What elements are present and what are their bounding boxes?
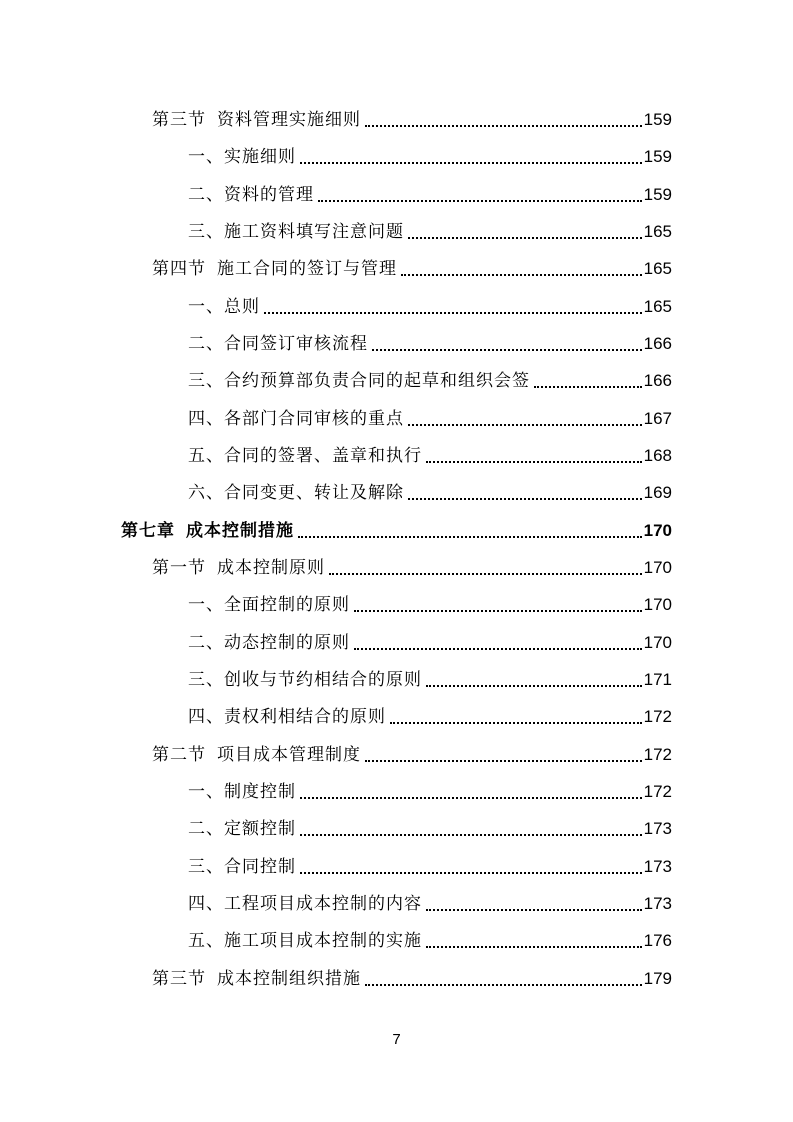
toc-entry-page: 170	[643, 595, 672, 614]
toc-entry-number: 一、	[188, 782, 224, 802]
toc-entry-page: 159	[643, 110, 672, 129]
toc-entry[interactable]	[152, 553, 672, 579]
dot-leader	[408, 423, 642, 426]
toc-entry[interactable]	[188, 590, 672, 616]
toc-entry-title: 施工合同的签订与管理	[217, 259, 397, 279]
toc-entry-number: 第七章	[121, 521, 175, 541]
toc-entry-number: 二、	[188, 819, 224, 839]
toc-entry-number: 二、	[188, 334, 224, 354]
toc-entry-title: 项目成本管理制度	[217, 745, 361, 765]
toc-entry-title: 成本控制措施	[186, 521, 294, 541]
toc-entry-page: 166	[643, 334, 672, 353]
toc-entry[interactable]	[188, 142, 672, 168]
toc-entry[interactable]	[188, 777, 672, 803]
toc-entry-number: 三、	[188, 222, 224, 242]
toc-entry-page: 173	[643, 894, 672, 913]
toc-entry-title: 合同的签署、盖章和执行	[224, 446, 422, 466]
toc-entry-title: 成本控制原则	[217, 558, 325, 578]
dot-leader	[426, 684, 642, 687]
dot-leader	[408, 497, 642, 500]
toc-entry-title: 实施细则	[224, 147, 296, 167]
dot-leader	[354, 609, 642, 612]
toc-entry-page: 165	[643, 297, 672, 316]
toc-entry-number: 五、	[188, 931, 224, 951]
dot-leader	[318, 199, 642, 202]
toc-entry[interactable]	[152, 254, 672, 280]
dot-leader	[365, 983, 642, 986]
toc-entry-number: 四、	[188, 894, 224, 914]
toc-entry[interactable]	[188, 404, 672, 430]
toc-entry[interactable]	[188, 441, 672, 467]
toc-entry-page: 171	[643, 670, 672, 689]
toc-entry-number: 一、	[188, 297, 224, 317]
toc-entry[interactable]	[188, 628, 672, 654]
toc-entry-number: 一、	[188, 147, 224, 167]
toc-entry-title: 责权利相结合的原则	[224, 707, 386, 727]
dot-leader	[534, 385, 642, 388]
toc-entry-title: 合约预算部负责合同的起草和组织会签	[224, 371, 530, 391]
toc-entry-page: 165	[643, 259, 672, 278]
toc-entry-title: 施工资料填写注意问题	[224, 222, 404, 242]
toc-entry-page: 168	[643, 446, 672, 465]
toc-entry-number: 三、	[188, 371, 224, 391]
dot-leader	[372, 348, 642, 351]
toc-entry-number: 四、	[188, 707, 224, 727]
toc-entry[interactable]	[188, 478, 672, 504]
toc-entry-number: 六、	[188, 483, 224, 503]
dot-leader	[390, 721, 642, 724]
toc-entry-title: 合同签订审核流程	[224, 334, 368, 354]
toc-entry-title: 资料管理实施细则	[217, 110, 361, 130]
toc-entry-page: 159	[643, 147, 672, 166]
toc-entry[interactable]	[188, 292, 672, 318]
toc-entry-number: 三、	[188, 857, 224, 877]
dot-leader	[300, 161, 642, 164]
toc-entry-title: 各部门合同审核的重点	[224, 409, 404, 429]
toc-entry-title: 创收与节约相结合的原则	[224, 670, 422, 690]
toc-entry-page: 165	[643, 222, 672, 241]
toc-entry-page: 170	[643, 633, 672, 652]
toc-entry-number: 四、	[188, 409, 224, 429]
dot-leader	[426, 945, 642, 948]
toc-entry[interactable]	[188, 889, 672, 915]
page-number: 7	[392, 1031, 401, 1048]
toc-entry-title: 定额控制	[224, 819, 296, 839]
toc-entry-title: 工程项目成本控制的内容	[224, 894, 422, 914]
dot-leader	[426, 460, 642, 463]
dot-leader	[264, 311, 642, 314]
toc-entry-page: 176	[643, 931, 672, 950]
toc-entry-title: 合同控制	[224, 857, 296, 877]
toc-entry-page: 172	[643, 707, 672, 726]
dot-leader	[300, 833, 642, 836]
toc-entry-page: 179	[643, 969, 672, 988]
toc-entry-number: 第四节	[152, 259, 206, 279]
toc-entry-number: 第三节	[152, 110, 206, 130]
toc-entry-number: 一、	[188, 595, 224, 615]
toc-entry-number: 第一节	[152, 558, 206, 578]
toc-entry-title: 资料的管理	[224, 185, 314, 205]
toc-entry[interactable]	[188, 814, 672, 840]
toc-entry[interactable]	[152, 964, 672, 990]
toc-entry-title: 全面控制的原则	[224, 595, 350, 615]
dot-leader	[365, 759, 642, 762]
toc-entry-page: 170	[643, 521, 672, 540]
toc-entry[interactable]	[188, 180, 672, 206]
dot-leader	[298, 535, 642, 538]
toc-entry[interactable]	[188, 852, 672, 878]
toc-entry[interactable]	[188, 366, 672, 392]
dot-leader	[365, 124, 642, 127]
dot-leader	[426, 908, 642, 911]
dot-leader	[408, 236, 642, 239]
toc-entry-page: 173	[643, 857, 672, 876]
dot-leader	[329, 572, 642, 575]
toc-entry-page: 172	[643, 745, 672, 764]
toc-entry-number: 三、	[188, 670, 224, 690]
toc-entry[interactable]	[188, 665, 672, 691]
toc-entry-number: 五、	[188, 446, 224, 466]
toc-entry-number: 二、	[188, 185, 224, 205]
dot-leader	[300, 871, 642, 874]
toc-entry-number: 二、	[188, 633, 224, 653]
toc-entry-page: 159	[643, 185, 672, 204]
toc-entry-page: 170	[643, 558, 672, 577]
toc-entry-page: 166	[643, 371, 672, 390]
toc-entry-page: 169	[643, 483, 672, 502]
dot-leader	[354, 647, 642, 650]
toc-entry[interactable]	[152, 740, 672, 766]
toc-entry-title: 合同变更、转让及解除	[224, 483, 404, 503]
toc-entry[interactable]	[188, 702, 672, 728]
toc-entry-number: 第三节	[152, 969, 206, 989]
toc-chapter-entry[interactable]	[121, 516, 672, 542]
toc-entry[interactable]	[188, 329, 672, 355]
toc-entry-title: 总则	[224, 297, 260, 317]
toc-entry-title: 动态控制的原则	[224, 633, 350, 653]
toc-entry-number: 第二节	[152, 745, 206, 765]
toc-entry-page: 172	[643, 782, 672, 801]
dot-leader	[401, 273, 642, 276]
toc-entry[interactable]	[152, 105, 672, 131]
toc-entry-title: 施工项目成本控制的实施	[224, 931, 422, 951]
toc-entry-page: 173	[643, 819, 672, 838]
toc-entry-title: 成本控制组织措施	[217, 969, 361, 989]
dot-leader	[300, 796, 642, 799]
toc-entry-title: 制度控制	[224, 782, 296, 802]
toc-entry[interactable]	[188, 926, 672, 952]
toc-entry[interactable]	[188, 217, 672, 243]
toc-entry-page: 167	[643, 409, 672, 428]
